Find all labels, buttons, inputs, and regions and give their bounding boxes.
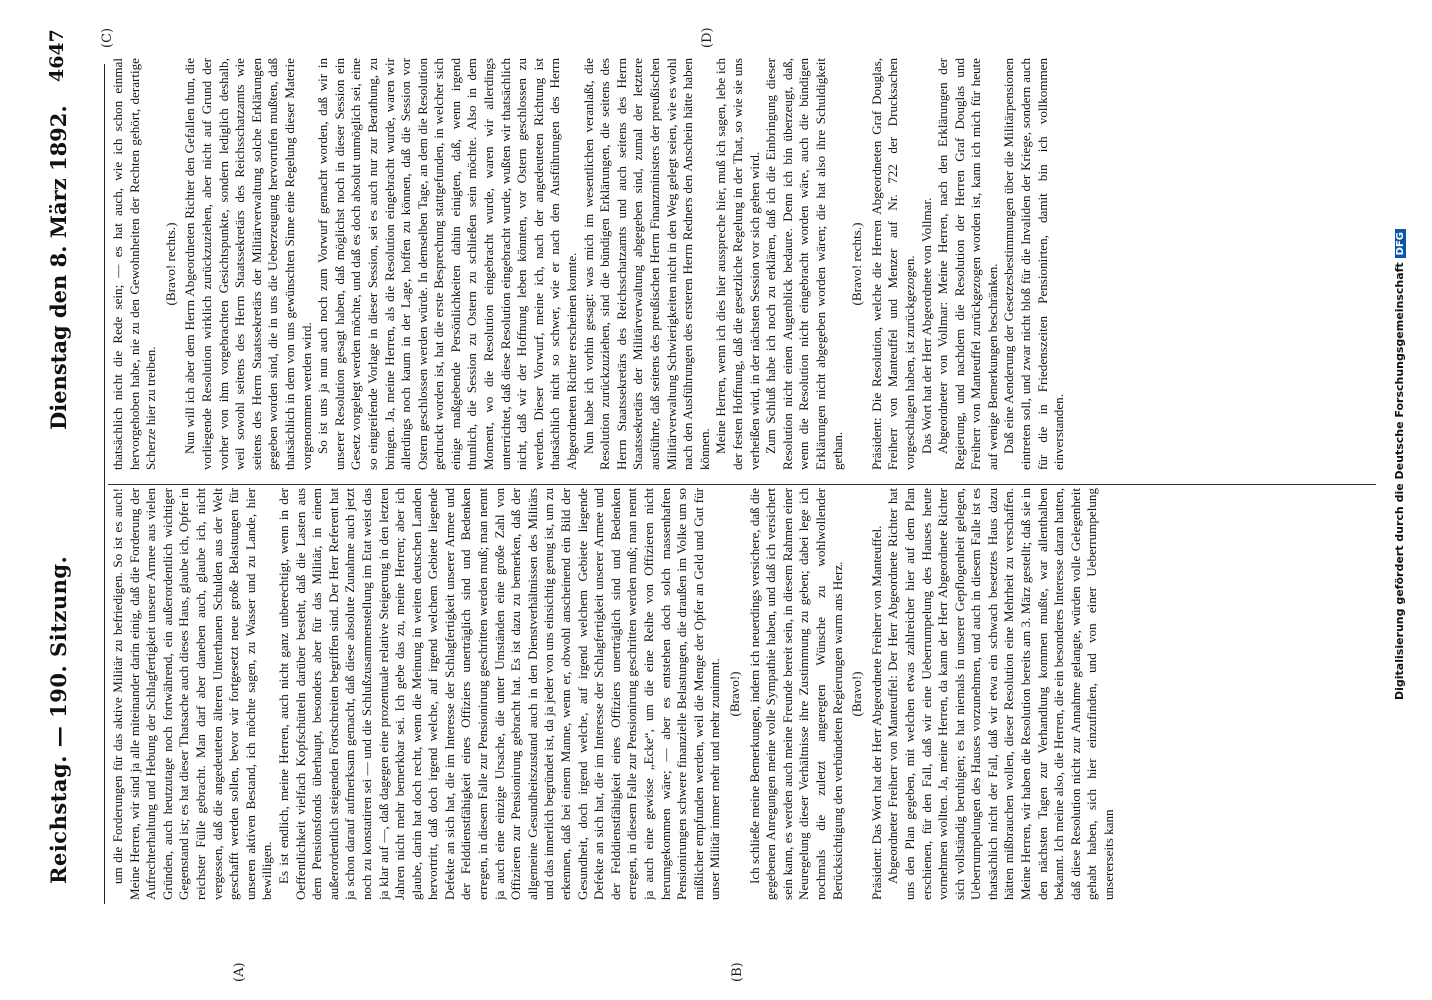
- paragraph: Abgeordneter Freiherr von Manteuffel: Der Herr Abgeordnete Richter hat uns den Plan gegeben, mit welchen etwas zahlreicher hier auf dem Plan erschienen, für den Fall, daß wir eine Ueberrumpelung des Hauses heute vornehmen wollten. Ja, meine Herren, da kann der Herr Abgeordnete Richter sich vollständig beruhigen; es hat niemals in unserer Gepflogenheit gelegen, Ueberrumpelungen des Hauses vorzunehmen, und auch in diesem Falle ist es thatsächlich nicht der Fall, daß wir etwa ein schwach besetztes Haus dazu hätten mißbrauchen wollen, dieser Resolution eine Mehrheit zu verschaffen. Meine Herren, wir haben die Resolution bereits am 3. März gestellt; daß sie in den nächsten Tagen zur Verhandlung kommen mußte, war allenthalben bekannt. Ich meine also, die Herren, die ein besonderes Interesse daran hatten, daß diese Resolution nicht zur Annahme gelangte, würden volle Gelegenheit gehabt haben, sich hier einzufinden, und von einer Ueberrumpelung unsererseits kann: [885, 488, 1117, 900]
- paragraph: Abgeordneter von Vollmar: Meine Herren, nach den Erklärungen der Regierung, und nachdem die Resolution der Herren Graf Douglas und Freiherr von Manteuffel zurückgezogen worden ist, kann ich mich für heute auf wenige Bemerkungen beschränken.: [935, 58, 1000, 470]
- paragraph: Es ist endlich, meine Herren, auch nicht ganz unberechtigt, wenn in der Oeffentlichkeit vielfach Kopfschütteln darüber besteht, daß die Lasten aus dem Pensionsfonds überhaupt, besonders aber für das Militär, in einem außerordentlich steigenden Fortschreiten begriffen sind. Der Herr Referent hat ja schon darauf aufmerksam gemacht, daß diese absolute Zunahme auch jetzt noch zu konstatiren sei — und die Schlußzusammenstellung im Etat weist das ja klar auf —, daß dagegen eine prozentuale relative Steigerung in den letzten Jahren nicht mehr bemerkbar sei. Ich gebe das zu, meine Herren; aber ich glaube, darin hat doch recht, wenn die Meinung in weiten deutschen Landen hervortritt, daß doch irgend welche, auf irgend welchem Gebiete liegende Defekte an sich hat, die im Interesse der Schlagfertigkeit unserer Armee und der Felddienstfähigkeit eines Offiziers unerträglich sind und Bedenken erregen, in diesem Falle zur Pensionirung geschritten werden muß; man nennt ja auch eine einzige Ursache, die unter Umständen eine große Zahl von Offizieren zur Pensionirung gebracht hat. Es ist dazu zu bemerken, daß der allgemeine Gesundheitszustand auch in den Dienstverhältnissen des Militärs und das innerlich begründet ist, da ja jeder von uns einsichtig genug ist, um zu erkennen, daß bei einem Manne, wenn er, obwohl anscheinend ein Bild der Gesundheit, doch irgend welche, auf irgend welchem Gebiete liegende Defekte an sich hat, die im Interesse der Schlagfertigkeit unserer Armee und der Felddienstfähigkeit eines Offiziers unerträglich sind und Bedenken erregen, in diesem Falle zur Pensionirung geschritten werden muß; man nennt ja auch eine gewisse „Ecke“, um die eine Reihe von Offizieren nicht herumgekommen wäre; — aber es entstehen doch solch massenhaften Pensionirungen schwere finanzielle Belastungen, die draußen im Volke um so mißlicher empfunden werden, weil die Menge der Opfer an Geld und Gut für unser Militär immer mehr und mehr zunimmt.: [275, 488, 723, 900]
- applause-note: (Bravo!): [726, 671, 742, 717]
- applause-note: (Bravo! rechts.): [849, 222, 865, 306]
- page-number: 4647: [46, 29, 68, 82]
- applause-note: (Bravo!): [849, 671, 865, 717]
- paragraph: Das Wort hat der Herr Abgeordnete von Vollmar.: [918, 197, 934, 454]
- paragraph: Ich schließe meine Bemerkungen, indem ich neuerdings versichere, daß die gegebenen Anregungen meine volle Sympathie haben, und daß ich versichert sein kann, es werden auch meine Freunde bereit sein, in diesem Rahmen einer Neuregelung dieser Verhältnisse ihre Zustimmung zu geben; dabei lege ich nochmals die zuletzt angeregten Wünsche zu wohlwollender Berücksichtigung den verbündeten Regierungen warm ans Herz.: [746, 488, 845, 900]
- paragraph: Daß eine Aenderung der Gesetzesbestimmungen über die Militärpensionen eintreten soll, und zwar nicht bloß für die Invaliden der Kriege, sondern auch für die in Friedenszeiten Pensionirten, damit bin ich vollkommen einverstanden.: [1001, 58, 1067, 470]
- left-column: [110, 488, 1370, 900]
- paragraph: Präsident: Die Resolution, welche die Herren Abgeordneten Graf Douglas, Freiherr von Manteuffel und Menzer auf Nr. 722 der Drucksachen vorgeschlagen haben, ist zurückgezogen.: [868, 58, 917, 470]
- credit-text: Digitalisierung gefördert durch die Deutsche Forschungsgemeinschaft: [1393, 262, 1406, 700]
- dfg-logo: DFG: [1395, 229, 1406, 258]
- margin-mark-a: (A): [232, 962, 247, 982]
- page-header: [46, 0, 72, 1000]
- right-column: [110, 58, 1370, 470]
- paragraph: Meine Herren, wenn ich dies hier ausspreche hier, muß ich sagen, lebe ich der festen Hoffnung, daß die gesetzliche Regelung in der That, so wie sie uns verheißen wird, in der nächsten Session vor sich gehen wird.: [713, 58, 762, 470]
- applause-note: (Bravo! rechts.): [162, 222, 178, 306]
- header-left: Reichstag. — 190. Sitzung.: [46, 555, 71, 884]
- header-date: Dienstag den 8. März 1892.: [46, 105, 71, 430]
- column-divider: [108, 484, 1376, 485]
- digitization-credit: [1375, 0, 1415, 1000]
- paragraph: So ist uns ja nun auch noch zum Vorwurf gemacht worden, daß wir in unserer Resolution gesagt haben, daß möglichst noch in dieser Session ein Gesetz vorgelegt werden möchte, und daß es doch absolut unmöglich sei, eine so eingreifende Vorlage in dieser Session, sei es auch nur zur Berathung, zu bringen. Ja, meine Herren, als die Resolution eingebracht wurde, waren wir allerdings noch kaum in der Lage, hoffen zu können, daß die Session vor Ostern geschlossen werden würde. In demselben Tage, an dem die Resolution gedruckt worden ist, hat die erste Besprechung stattgefunden, in welcher sich einige maßgebende Persönlichkeiten dahin einigten, daß, wenn irgend thunlich, die Session zu Ostern zu schließen sein möchte. Also in dem Moment, wo die Resolution eingebracht wurde, waren wir allerdings unterrichtet, daß diese Resolution eingebracht wurde, wußten wir thatsächlich nicht, daß wir der Hoffnung leben könnten, vor Ostern geschlossen zu werden. Dieser Vorwurf, meine ich, nach der angedeuteten Richtung ist thatsächlich nicht so schwer, wie er nach den Ausführungen des Herrn Abgeordneten Richter erscheinen konnte.: [315, 58, 580, 470]
- paragraph: Nun habe ich vorhin gesagt: was mich im wesentlichen veranlaßt, die Resolution zurückzuziehen, sind die bündigen Erklärungen, die seitens des Herrn Staatssekretärs des Reichsschatzamts und auch seitens des Herrn Staatssekretärs der Militärverwaltung abgegeben sind, zumal der letztere ausführte, daß seitens des preußischen Herrn Finanzministers der preußischen Militärverwaltung Schwierigkeiten nicht in den Weg gelegt seien, wie es wohl nach den Ausführungen des ersteren Herrn Redners den Anschein hätte haben können.: [580, 58, 712, 470]
- paragraph: Nun will ich aber dem Herrn Abgeordneten Richter den Gefallen thun, die vorliegende Resolution wirklich zurückzuziehen, aber nicht auf Grund der vorher von ihm vorgebrachten Gesichtspunkte, sondern lediglich deshalb, weil sowohl seitens des Herrn Staatssekretärs des Reichsschatzamts wie seitens des Herrn Staatssekretärs der Militärverwaltung solche Erklärungen gegeben worden sind, die in uns die Ueberzeugung hervorrufen mußten, daß thatsächlich in dem von uns gewünschten Sinne eine Regelung dieser Materie vorgenommen werden wird.: [182, 58, 314, 470]
- header-rule: [104, 64, 105, 904]
- paragraph: thatsächlich nicht die Rede sein; — es hat auch, wie ich schon einmal hervorgehoben habe, nie zu den Gewohnheiten der Rechten gehört, derartige Scherze hier zu treiben.: [110, 58, 159, 470]
- margin-mark-c: (C): [100, 27, 115, 48]
- paragraph: Präsident: Das Wort hat der Herr Abgeordnete Freiherr von Manteuffel.: [868, 525, 884, 900]
- margin-mark-b: (B): [730, 962, 745, 982]
- paragraph: Zum Schluß habe ich noch zu erklären, daß ich die Einbringung dieser Resolution nicht einen Augenblick bedaure. Denn ich bin überzeugt, daß, wenn die Resolution nicht eingebracht worden wäre, auch die bündigen Erklärungen nicht abgegeben worden wären; die hat also ihre Schuldigkeit gethan.: [763, 58, 845, 470]
- paragraph: um die Forderungen für das aktive Militär zu befriedigen. So ist es auch! Meine Herren, wir sind ja alle miteinander darin einig, daß die Forderung der Aufrechterhaltung und Hebung der Schlagfertigkeit unserer Armee aus vielen Gründen, auch heutzutage noch fortwährend, ein außerordentlich wichtiger Gegenstand ist; es hat dieser Thatsache auch dieses Haus, glaube ich, Opfer in reichster Fülle gebracht. Man darf aber daneben auch, glaube ich, nicht vergessen, daß die angedeuteten älteren Unterthanen Schulden aus der Welt geschafft werden sollen, bevor wir fortgesetzt neue große Belastungen für unseren aktiven Bestand, ich möchte sagen, zu Wasser und zu Lande, hier bewilligen.: [110, 488, 275, 900]
- margin-mark-d: (D): [700, 27, 715, 48]
